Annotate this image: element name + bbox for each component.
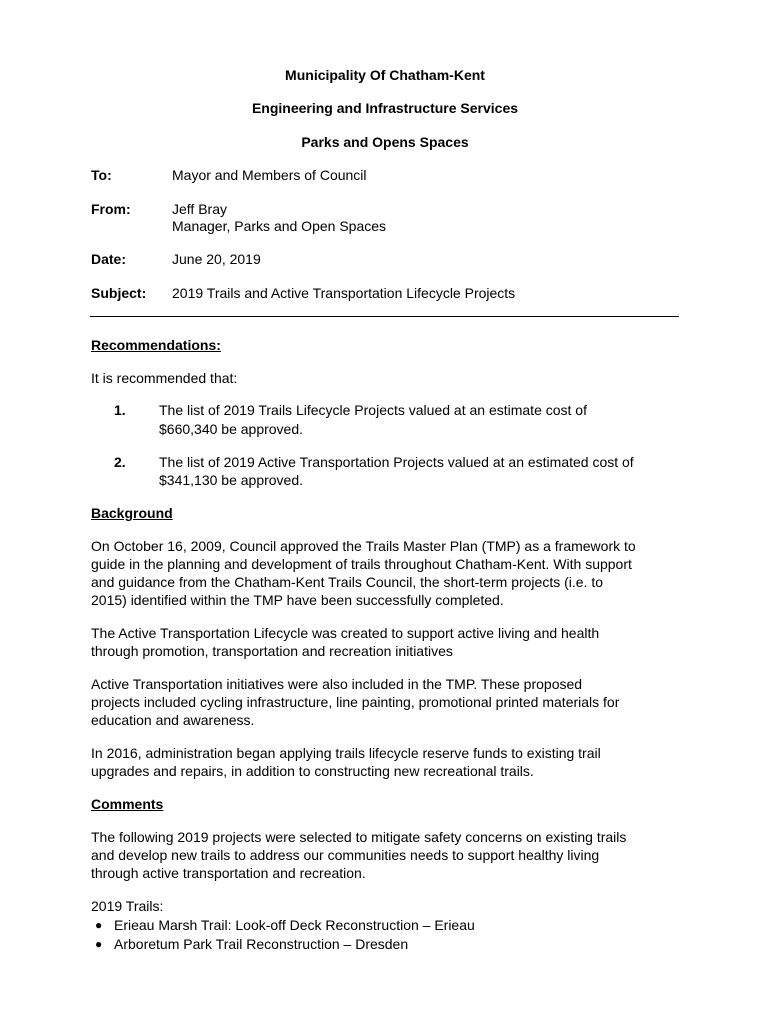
to-label: To:: [91, 167, 112, 183]
date-value: June 20, 2019: [172, 251, 261, 267]
org-title: Municipality Of Chatham-Kent: [285, 67, 485, 83]
paragraph-line: through promotion, transportation and recreation initiatives: [91, 643, 453, 659]
recommendations-heading: Recommendations:: [91, 337, 221, 353]
paragraph-line: guide in the planning and development of trails throughout Chatham-Kent. With support: [91, 556, 632, 572]
comments-heading: Comments: [91, 796, 164, 812]
to-value: Mayor and Members of Council: [172, 167, 367, 183]
recommendation-line: The list of 2019 Active Transportation Projects valued at an estimated cost of: [159, 454, 634, 470]
recommendations-intro: It is recommended that:: [91, 370, 238, 386]
paragraph-line: In 2016, administration began applying trails lifecycle reserve funds to existing trail: [91, 745, 601, 761]
paragraph-line: and develop new trails to address our communities needs to support healthy living: [91, 847, 600, 863]
paragraph-line: 2015) identified within the TMP have been successfully completed.: [91, 592, 504, 608]
recommendation-line: $341,130 be approved.: [159, 472, 304, 488]
trail-list-item: Arboretum Park Trail Reconstruction – Dresden: [114, 936, 409, 952]
from-label: From:: [91, 201, 131, 217]
paragraph-line: The following 2019 projects were selected to mitigate safety concerns on existing trails: [91, 829, 627, 845]
recommendation-number: 1.: [114, 402, 126, 418]
trail-list-item: Erieau Marsh Trail: Look-off Deck Reconstruction – Erieau: [114, 917, 475, 933]
division-title: Parks and Opens Spaces: [301, 134, 469, 150]
from-title: Manager, Parks and Open Spaces: [172, 218, 387, 234]
paragraph-line: The Active Transportation Lifecycle was created to support active living and health: [91, 625, 600, 641]
bullet-icon: ●: [95, 918, 103, 932]
paragraph-line: On October 16, 2009, Council approved the Trails Master Plan (TMP) as a framework to: [91, 538, 636, 554]
bullet-icon: ●: [95, 937, 103, 951]
date-label: Date:: [91, 251, 127, 267]
paragraph-line: upgrades and repairs, in addition to constructing new recreational trails.: [91, 763, 534, 779]
paragraph-line: Active Transportation initiatives were also included in the TMP. These proposed: [91, 676, 583, 692]
recommendation-line: The list of 2019 Trails Lifecycle Projects valued at an estimate cost of: [159, 402, 587, 418]
paragraph-line: and guidance from the Chatham-Kent Trails Council, the short-term projects (i.e. to: [91, 574, 604, 590]
department-title: Engineering and Infrastructure Services: [251, 100, 519, 116]
paragraph-line: education and awareness.: [91, 712, 255, 728]
trails-label: 2019 Trails:: [91, 898, 164, 914]
subject-value: 2019 Trails and Active Transportation Lifecycle Projects: [172, 285, 516, 301]
recommendation-number: 2.: [114, 454, 126, 470]
header-divider: [90, 316, 679, 317]
from-name: Jeff Bray: [172, 201, 227, 217]
recommendation-line: $660,340 be approved.: [159, 421, 304, 437]
background-heading: Background: [91, 505, 173, 521]
paragraph-line: through active transportation and recreation.: [91, 865, 366, 881]
paragraph-line: projects included cycling infrastructure, line painting, promotional printed materials for: [91, 694, 620, 710]
subject-label: Subject:: [91, 285, 147, 301]
